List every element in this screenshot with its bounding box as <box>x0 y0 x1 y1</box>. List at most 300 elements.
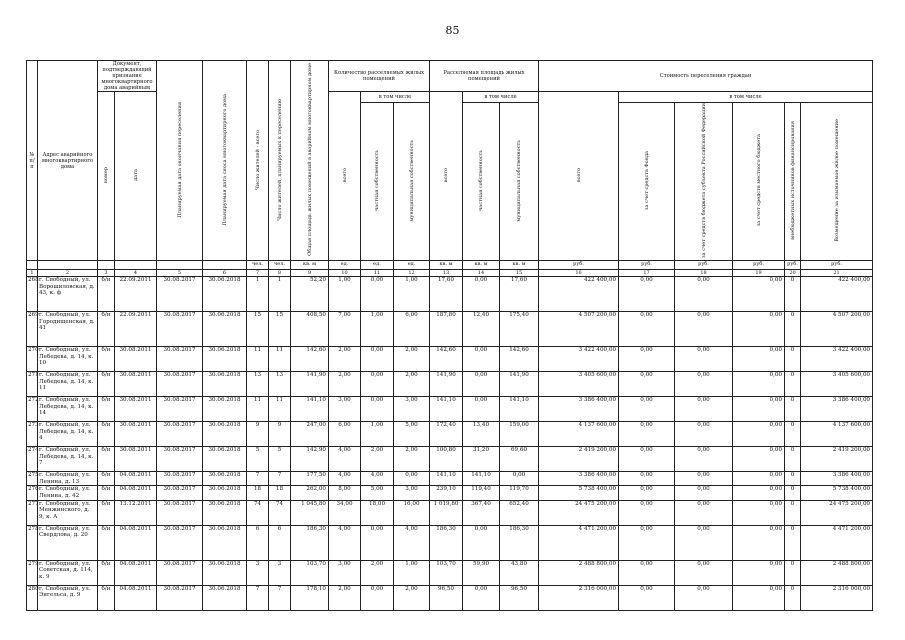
table-row <box>27 560 873 585</box>
cell-rt: 18 <box>247 486 269 500</box>
cell-a: 17,60 <box>430 277 463 312</box>
cell-rp: 1 <box>269 277 291 312</box>
header-local-budget: за счет средств местного бюджета <box>733 103 785 261</box>
cell-area: 247,00 <box>291 422 329 447</box>
cell-s: 0,00 <box>675 347 733 372</box>
cell-date: 22.09.2011 <box>115 277 157 312</box>
column-number: 5 <box>157 270 203 277</box>
cell-a: 142,60 <box>430 347 463 372</box>
cell-f: 0,00 <box>619 372 675 397</box>
cell-f: 0,00 <box>619 525 675 560</box>
cell-no: б/н <box>98 560 115 585</box>
cell-no: б/н <box>98 472 115 486</box>
cell-f: 0,00 <box>619 347 675 372</box>
cell-e: 0 <box>785 472 801 486</box>
cell-am: 0,00 <box>500 472 539 486</box>
cell-ap: 59,90 <box>463 560 500 585</box>
cell-no: б/н <box>98 486 115 500</box>
cell-s: 0,00 <box>675 585 733 610</box>
column-number: 10 <box>329 270 361 277</box>
cell-addr: г. Свободный, ул. Лебедева, д. 14, к. 4 <box>38 422 98 447</box>
cell-ap: 0,00 <box>463 347 500 372</box>
table-row <box>27 277 873 312</box>
cell-end: 30.08.2017 <box>157 447 203 472</box>
cell-s: 0,00 <box>675 500 733 525</box>
column-number: 21 <box>801 270 873 277</box>
cell-cm: 2,00 <box>394 347 430 372</box>
cell-cnt: 4,00 <box>329 525 361 560</box>
cell-am: 141,10 <box>500 397 539 422</box>
header-address: Адрес аварийного многоквартирного дома <box>38 61 98 261</box>
cell-rt: 13 <box>247 372 269 397</box>
unit-cell: руб. <box>733 261 785 270</box>
header-count-total: всего <box>329 92 361 261</box>
cell-demo: 30.06.2018 <box>203 472 247 486</box>
cell-area: 103,70 <box>291 560 329 585</box>
cell-demo: 30.06.2018 <box>203 347 247 372</box>
header-cost-including: в том числе <box>619 92 873 103</box>
cell-f: 0,00 <box>619 472 675 486</box>
cell-ap: 367,40 <box>463 500 500 525</box>
cell-ap: 0,00 <box>463 525 500 560</box>
cell-comp: 3 386 400,00 <box>801 397 873 422</box>
cell-l: 0,00 <box>733 560 785 585</box>
cell-rt: 9 <box>247 422 269 447</box>
column-numbers-row <box>27 270 873 277</box>
cell-cost: 3 422 400,00 <box>539 347 619 372</box>
cell-a: 100,80 <box>430 447 463 472</box>
unit-cell: ед. <box>394 261 430 270</box>
cell-a: 96,50 <box>430 585 463 610</box>
header-area-municipal: муниципальная собственность <box>500 103 539 261</box>
unit-cell: руб. <box>539 261 619 270</box>
cell-cost: 24 475 200,00 <box>539 500 619 525</box>
cell-demo: 30.06.2018 <box>203 397 247 422</box>
header-num: № п/п <box>27 61 38 261</box>
header-fund: за счет средств Фонда <box>619 103 675 261</box>
header-planned-relocation: Планируемая дата окончания переселения <box>157 61 203 261</box>
cell-n: 268 <box>27 277 38 312</box>
table-row <box>27 486 873 500</box>
cell-s: 0,00 <box>675 560 733 585</box>
header-rooms-area: Расселяемая площадь жилых помещений <box>430 61 539 92</box>
cell-rt: 15 <box>247 312 269 347</box>
cell-demo: 30.06.2018 <box>203 525 247 560</box>
cell-demo: 30.06.2018 <box>203 372 247 397</box>
cell-date: 30.08.2011 <box>115 372 157 397</box>
cell-no: б/н <box>98 312 115 347</box>
cell-cnt: 6,00 <box>329 422 361 447</box>
table-row <box>27 312 873 347</box>
cell-date: 04.08.2011 <box>115 585 157 610</box>
cell-ap: 13,40 <box>463 422 500 447</box>
cell-rp: 7 <box>269 585 291 610</box>
cell-demo: 30.06.2018 <box>203 500 247 525</box>
cell-addr: г. Свободный, ул. Лебедева, д. 14, к. 14 <box>38 397 98 422</box>
cell-e: 0 <box>785 397 801 422</box>
cell-date: 30.08.2011 <box>115 422 157 447</box>
cell-cnt: 1,00 <box>329 277 361 312</box>
cell-date: 30.08.2011 <box>115 447 157 472</box>
header-relocation-cost: Стоимость переселения граждан <box>539 61 873 92</box>
cell-no: б/н <box>98 277 115 312</box>
units-row <box>27 261 873 270</box>
cell-cp: 0,00 <box>361 397 394 422</box>
cell-am: 186,30 <box>500 525 539 560</box>
cell-cp: 1,00 <box>361 422 394 447</box>
cell-cost: 3 386 400,00 <box>539 472 619 486</box>
cell-demo: 30.06.2018 <box>203 486 247 500</box>
cell-cp: 5,00 <box>361 486 394 500</box>
column-number: 9 <box>291 270 329 277</box>
header-count-municipal: муниципальная собственность <box>394 103 430 261</box>
cell-rp: 9 <box>269 422 291 447</box>
cell-addr: г. Свободный, ул. Ленина, д. 42 <box>38 486 98 500</box>
cell-cost: 4 507 200,00 <box>539 312 619 347</box>
table-row <box>27 525 873 560</box>
cell-addr: г. Свободный, ул. Лебедева, д. 14, к. 11 <box>38 372 98 397</box>
cell-cp: 0,00 <box>361 347 394 372</box>
cell-am: 652,40 <box>500 500 539 525</box>
cell-addr: г. Свободный, ул. Свердлова, д. 20 <box>38 525 98 560</box>
cell-comp: 2 316 000,00 <box>801 585 873 610</box>
cell-n: 269 <box>27 312 38 347</box>
cell-comp: 3 386 400,00 <box>801 472 873 486</box>
column-number: 14 <box>463 270 500 277</box>
cell-n: 274 <box>27 447 38 472</box>
cell-am: 43,80 <box>500 560 539 585</box>
cell-end: 30.08.2017 <box>157 372 203 397</box>
cell-demo: 30.06.2018 <box>203 422 247 447</box>
cell-date: 30.08.2011 <box>115 397 157 422</box>
cell-f: 0,00 <box>619 486 675 500</box>
cell-f: 0,00 <box>619 312 675 347</box>
cell-cp: 0,00 <box>361 277 394 312</box>
cell-cm: 3,00 <box>394 486 430 500</box>
cell-cnt: 4,00 <box>329 447 361 472</box>
cell-end: 30.08.2017 <box>157 422 203 447</box>
cell-no: б/н <box>98 500 115 525</box>
cell-demo: 30.06.2018 <box>203 447 247 472</box>
table-row <box>27 372 873 397</box>
column-number: 11 <box>361 270 394 277</box>
cell-addr: г. Свободный, ул. Ленина, д. 13 <box>38 472 98 486</box>
cell-s: 0,00 <box>675 422 733 447</box>
cell-l: 0,00 <box>733 277 785 312</box>
page-number: 85 <box>445 24 460 37</box>
cell-cost: 4 471 200,00 <box>539 525 619 560</box>
column-number: 19 <box>733 270 785 277</box>
cell-am: 175,40 <box>500 312 539 347</box>
cell-cm: 5,00 <box>394 422 430 447</box>
cell-l: 0,00 <box>733 500 785 525</box>
column-number: 20 <box>785 270 801 277</box>
cell-rt: 11 <box>247 347 269 372</box>
cell-n: 275 <box>27 472 38 486</box>
cell-area: 141,90 <box>291 372 329 397</box>
cell-s: 0,00 <box>675 397 733 422</box>
cell-cp: 0,00 <box>361 585 394 610</box>
cell-cnt: 34,00 <box>329 500 361 525</box>
cell-date: 30.08.2011 <box>115 347 157 372</box>
cell-demo: 30.06.2018 <box>203 560 247 585</box>
unit-cell: руб. <box>675 261 733 270</box>
cell-no: б/н <box>98 397 115 422</box>
cell-date: 04.08.2011 <box>115 560 157 585</box>
unit-cell: кв. м <box>430 261 463 270</box>
cell-cm: 6,00 <box>394 312 430 347</box>
cell-am: 159,00 <box>500 422 539 447</box>
cell-date: 04.08.2011 <box>115 472 157 486</box>
cell-a: 103,70 <box>430 560 463 585</box>
header-compensation: Возмещение за изымаемое жилое помещение <box>801 103 873 261</box>
cell-s: 0,00 <box>675 472 733 486</box>
cell-cnt: 2,00 <box>329 347 361 372</box>
cell-no: б/н <box>98 347 115 372</box>
column-number: 18 <box>675 270 733 277</box>
cell-f: 0,00 <box>619 585 675 610</box>
column-number: 16 <box>539 270 619 277</box>
cell-ap: 119,40 <box>463 486 500 500</box>
unit-cell: ед. <box>329 261 361 270</box>
cell-cost: 2 316 000,00 <box>539 585 619 610</box>
cell-rt: 1 <box>247 277 269 312</box>
header-extrabudget: внебюджетных источников финансирования <box>785 103 801 261</box>
cell-rp: 7 <box>269 472 291 486</box>
cell-s: 0,00 <box>675 447 733 472</box>
header-total-area: Общая площадь жилых помещений в аварийном многоквартирном доме <box>291 61 329 261</box>
cell-rp: 13 <box>269 372 291 397</box>
cell-no: б/н <box>98 422 115 447</box>
cell-n: 277 <box>27 500 38 525</box>
cell-am: 96,50 <box>500 585 539 610</box>
cell-cm: 3,00 <box>394 397 430 422</box>
cell-l: 0,00 <box>733 422 785 447</box>
unit-cell: кв. м <box>500 261 539 270</box>
cell-end: 30.08.2017 <box>157 500 203 525</box>
cell-date: 13.12.2011 <box>115 500 157 525</box>
cell-area: 262,00 <box>291 486 329 500</box>
cell-area: 178,10 <box>291 585 329 610</box>
cell-n: 279 <box>27 560 38 585</box>
cell-s: 0,00 <box>675 277 733 312</box>
cell-comp: 4 471 200,00 <box>801 525 873 560</box>
cell-cost: 2 419 200,00 <box>539 447 619 472</box>
cell-cnt: 8,00 <box>329 486 361 500</box>
cell-l: 0,00 <box>733 525 785 560</box>
column-number: 2 <box>38 270 98 277</box>
header-planned-demolition: Планируемая дата сноса многоквартирного дома <box>203 61 247 261</box>
cell-comp: 5 738 400,00 <box>801 486 873 500</box>
cell-cnt: 2,00 <box>329 585 361 610</box>
cell-n: 280 <box>27 585 38 610</box>
cell-f: 0,00 <box>619 422 675 447</box>
cell-end: 30.08.2017 <box>157 347 203 372</box>
cell-e: 0 <box>785 372 801 397</box>
cell-cost: 5 738 400,00 <box>539 486 619 500</box>
cell-cost: 3 386 400,00 <box>539 397 619 422</box>
cell-area: 177,50 <box>291 472 329 486</box>
cell-addr: г. Свободный, ул. Лебедева, д. 14, к. 10 <box>38 347 98 372</box>
cell-f: 0,00 <box>619 397 675 422</box>
cell-ap: 0,00 <box>463 277 500 312</box>
header-area-total: всего <box>430 92 463 261</box>
cell-l: 0,00 <box>733 347 785 372</box>
unit-cell: руб. <box>785 261 801 270</box>
table-row <box>27 422 873 447</box>
cell-e: 0 <box>785 312 801 347</box>
cell-no: б/н <box>98 372 115 397</box>
cell-e: 0 <box>785 447 801 472</box>
unit-cell: чел. <box>247 261 269 270</box>
cell-am: 142,60 <box>500 347 539 372</box>
column-number: 17 <box>619 270 675 277</box>
cell-addr: г. Свободный, ул. Советская, д. 114, к. 9 <box>38 560 98 585</box>
cell-ap: 31,20 <box>463 447 500 472</box>
cell-cp: 2,00 <box>361 447 394 472</box>
cell-area: 142,60 <box>291 347 329 372</box>
cell-cnt: 2,00 <box>329 372 361 397</box>
cell-l: 0,00 <box>733 472 785 486</box>
cell-addr: г. Свободный, ул. Энгельса, д. 9 <box>38 585 98 610</box>
cell-demo: 30.06.2018 <box>203 312 247 347</box>
cell-cm: 1,00 <box>394 277 430 312</box>
header-doc-date: дата <box>115 92 157 261</box>
cell-e: 0 <box>785 486 801 500</box>
header-document: Документ, подтверждающий признание многоквартирного дома аварийным <box>98 61 157 92</box>
unit-cell: руб. <box>619 261 675 270</box>
cell-a: 141,10 <box>430 472 463 486</box>
cell-cp: 4,00 <box>361 472 394 486</box>
cell-end: 30.08.2017 <box>157 525 203 560</box>
cell-ap: 0,00 <box>463 585 500 610</box>
cell-cost: 3 405 600,00 <box>539 372 619 397</box>
header-subject-budget: за счет средств бюджета субъекта Российской Федерации <box>675 103 733 261</box>
cell-am: 69,60 <box>500 447 539 472</box>
cell-e: 0 <box>785 422 801 447</box>
cell-area: 1 045,80 <box>291 500 329 525</box>
cell-area: 408,50 <box>291 312 329 347</box>
cell-rt: 5 <box>247 447 269 472</box>
cell-end: 30.08.2017 <box>157 397 203 422</box>
cell-cost: 2 488 800,00 <box>539 560 619 585</box>
cell-n: 276 <box>27 486 38 500</box>
cell-am: 17,60 <box>500 277 539 312</box>
cell-rt: 11 <box>247 397 269 422</box>
table-body <box>27 277 873 610</box>
cell-end: 30.08.2017 <box>157 560 203 585</box>
cell-cm: 4,00 <box>394 525 430 560</box>
cell-rt: 7 <box>247 585 269 610</box>
cell-addr: г. Свободный, ул. Менжинского, д. 9, к. А <box>38 500 98 525</box>
cell-e: 0 <box>785 560 801 585</box>
cell-rt: 7 <box>247 472 269 486</box>
cell-am: 119,70 <box>500 486 539 500</box>
table-row <box>27 397 873 422</box>
cell-l: 0,00 <box>733 312 785 347</box>
cell-cp: 18,00 <box>361 500 394 525</box>
cell-rp: 15 <box>269 312 291 347</box>
table-row <box>27 472 873 486</box>
cell-cp: 2,00 <box>361 560 394 585</box>
header-residents-planned: Число жителей, планируемых к переселению <box>269 61 291 261</box>
cell-am: 141,90 <box>500 372 539 397</box>
cell-n: 270 <box>27 347 38 372</box>
cell-ap: 0,00 <box>463 397 500 422</box>
cell-e: 0 <box>785 347 801 372</box>
cell-a: 187,80 <box>430 312 463 347</box>
cell-comp: 422 400,00 <box>801 277 873 312</box>
cell-s: 0,00 <box>675 525 733 560</box>
cell-cp: 0,00 <box>361 525 394 560</box>
cell-rt: 6 <box>247 525 269 560</box>
cell-date: 22.09.2011 <box>115 312 157 347</box>
cell-s: 0,00 <box>675 372 733 397</box>
cell-a: 141,10 <box>430 397 463 422</box>
cell-cost: 422 400,00 <box>539 277 619 312</box>
cell-addr: г. Свободный, ул. Городищенская, д. 41 <box>38 312 98 347</box>
cell-comp: 3 405 600,00 <box>801 372 873 397</box>
unit-cell: кв. м <box>463 261 500 270</box>
column-number: 7 <box>247 270 269 277</box>
unit-cell: кв. м <box>291 261 329 270</box>
cell-n: 278 <box>27 525 38 560</box>
cell-end: 30.08.2017 <box>157 486 203 500</box>
cell-l: 0,00 <box>733 447 785 472</box>
cell-e: 0 <box>785 500 801 525</box>
column-number: 15 <box>500 270 539 277</box>
cell-a: 1 019,80 <box>430 500 463 525</box>
cell-rt: 74 <box>247 500 269 525</box>
unit-cell: чел. <box>269 261 291 270</box>
cell-end: 30.08.2017 <box>157 472 203 486</box>
cell-e: 0 <box>785 277 801 312</box>
header-doc-number: номер <box>98 92 115 261</box>
cell-ap: 141,10 <box>463 472 500 486</box>
cell-e: 0 <box>785 525 801 560</box>
table-row <box>27 347 873 372</box>
cell-rp: 11 <box>269 397 291 422</box>
cell-addr: г. Свободный, ул. Лебедева, д. 14, к. 7 <box>38 447 98 472</box>
table-header <box>27 61 873 277</box>
cell-rp: 74 <box>269 500 291 525</box>
cell-date: 04.08.2011 <box>115 525 157 560</box>
cell-cm: 16,00 <box>394 500 430 525</box>
header-area-private: частная собственность <box>463 103 500 261</box>
cell-a: 172,40 <box>430 422 463 447</box>
cell-f: 0,00 <box>619 447 675 472</box>
cell-no: б/н <box>98 525 115 560</box>
column-number: 13 <box>430 270 463 277</box>
cell-cm: 1,00 <box>394 560 430 585</box>
cell-rp: 18 <box>269 486 291 500</box>
cell-comp: 2 488 800,00 <box>801 560 873 585</box>
table-row <box>27 585 873 610</box>
column-number: 8 <box>269 270 291 277</box>
header-rooms-count: Количество расселяемых жилых помещений <box>329 61 430 92</box>
cell-cm: 2,00 <box>394 585 430 610</box>
cell-comp: 4 507 200,00 <box>801 312 873 347</box>
cell-cnt: 4,00 <box>329 472 361 486</box>
table-row <box>27 447 873 472</box>
column-number: 3 <box>98 270 115 277</box>
cell-area: 52,20 <box>291 277 329 312</box>
cell-comp: 2 419 200,00 <box>801 447 873 472</box>
header-cost-total: всего <box>539 92 619 261</box>
cell-cp: 1,00 <box>361 312 394 347</box>
cell-cp: 0,00 <box>361 372 394 397</box>
cell-end: 30.08.2017 <box>157 585 203 610</box>
